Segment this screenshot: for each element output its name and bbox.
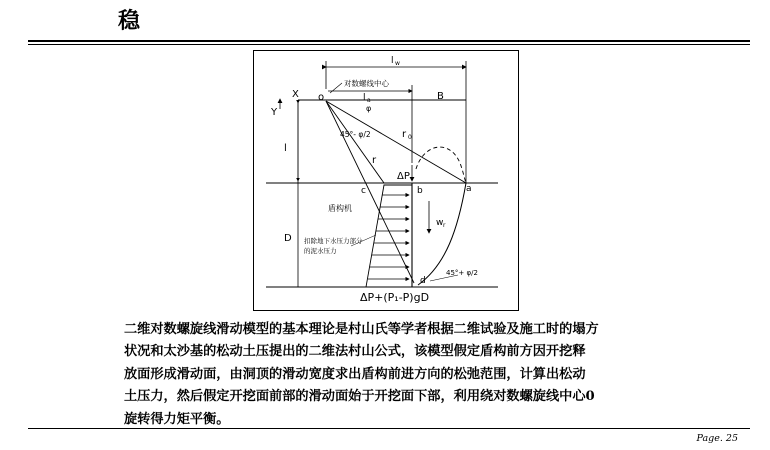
spiral-model-diagram	[254, 51, 518, 310]
header-rule-thin	[28, 44, 750, 45]
label-la-sub: a	[367, 97, 371, 104]
label-X: X	[292, 89, 299, 100]
label-c: c	[361, 186, 366, 196]
label-angle-top: 45°- φ/2	[340, 130, 371, 139]
footer-rule	[28, 428, 750, 429]
label-lw: l	[391, 56, 394, 66]
label-pressure-1: 扣除地下水压力部分	[304, 237, 363, 245]
label-r0: r	[402, 129, 407, 140]
page-title: 稳	[118, 9, 142, 34]
spiral-model-figure	[253, 50, 519, 311]
label-d: d	[420, 276, 426, 286]
label-wr-sub: r	[443, 222, 446, 229]
label-spiral-center: 对数螺线中心	[344, 79, 389, 88]
label-a: a	[466, 184, 472, 194]
label-Y: Y	[271, 107, 278, 118]
label-la: l	[363, 93, 366, 103]
label-r0-sub: 0	[408, 134, 412, 141]
label-wr: w	[436, 218, 444, 228]
label-bottom-formula: ΔP+(P₁-P)gD	[360, 291, 430, 304]
label-phi: φ	[366, 104, 372, 113]
label-shield: 盾构机	[328, 204, 352, 213]
label-dP: ΔP	[397, 171, 410, 182]
label-r: r	[372, 155, 377, 166]
header-rule	[28, 40, 750, 42]
label-lw-sub: w	[395, 60, 400, 67]
label-b: b	[417, 186, 423, 196]
dim-lw	[326, 56, 466, 183]
label-angle-bottom: 45°+ φ/2	[446, 269, 478, 277]
label-D: D	[284, 233, 292, 244]
label-l: l	[284, 143, 287, 154]
page-number: Page. 25	[696, 433, 738, 444]
body-paragraph: 二维对数螺旋线滑动模型的基本理论是村山氏等学者根据二维试验及施工时的塌方 状况和太沙基的松动土压提出的二维法村山公式，该模型假定盾构前方因开挖释 放面形成滑动面，由洞顶的滑动宽度求出盾构前进方向的松弛范围，计算出松动 土压力，然后假定开挖面前部的滑动面始于开挖面下部，利用绕对数螺旋线中心0 旋转得力矩平衡。	[124, 322, 599, 427]
label-o: o	[318, 92, 325, 103]
label-B: B	[437, 91, 444, 102]
label-pressure-2: 的泥水压力	[304, 247, 337, 255]
